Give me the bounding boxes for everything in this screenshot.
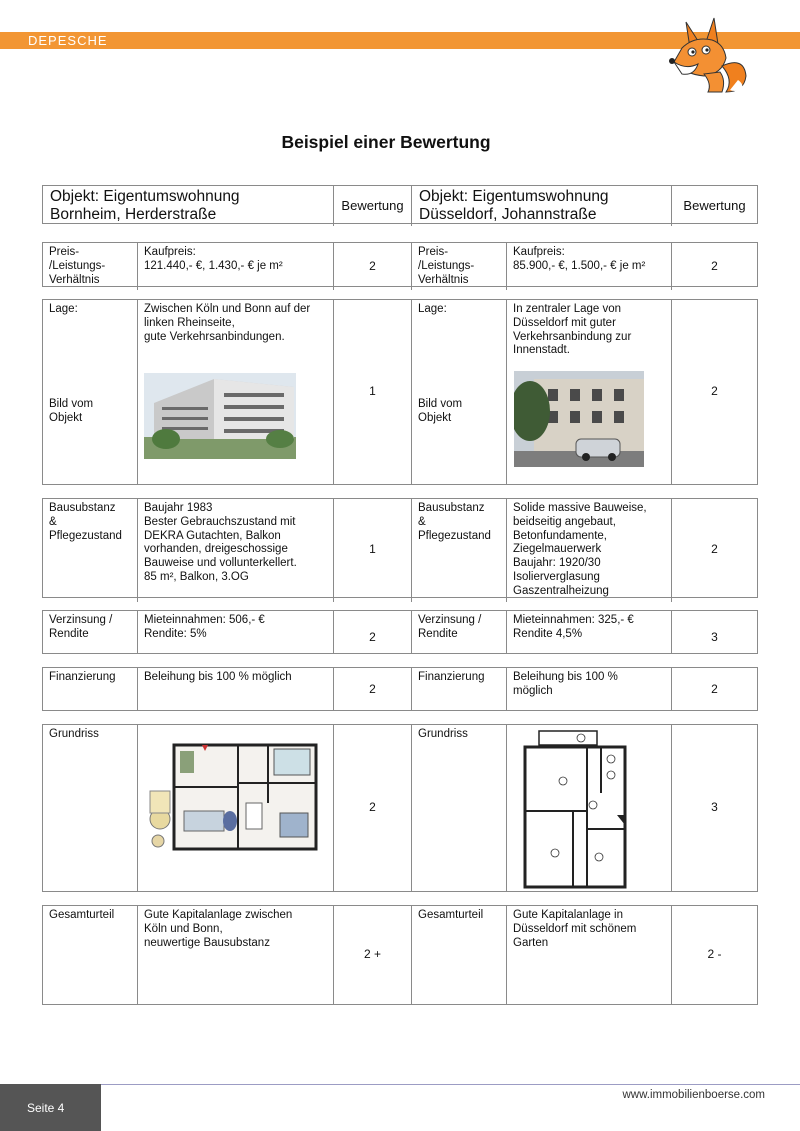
right-rating: 2 -	[707, 947, 722, 962]
row-label: Gesamturteil	[43, 906, 138, 1004]
footer-url-link[interactable]: www.immobilienboerse.com	[622, 1089, 765, 1101]
row-label: Lage: Bild vom Objekt	[412, 300, 507, 484]
row-finanzierung	[42, 667, 758, 711]
row-lage	[42, 299, 758, 485]
right-rating: 3	[711, 629, 718, 644]
comparison-header	[42, 185, 758, 224]
right-rating: 2	[711, 384, 718, 399]
building-photo-duesseldorf	[514, 371, 644, 467]
left-description: Beleihung bis 100 % möglich	[138, 668, 334, 710]
right-description: Kaufpreis: 85.900,- €, 1.500,- € je m²	[507, 243, 672, 290]
footer-divider	[101, 1084, 800, 1085]
row-label: Preis- /Leistungs- Verhältnis	[412, 243, 507, 290]
right-description: Mieteinnahmen: 325,- € Rendite 4,5%	[507, 611, 672, 653]
left-floorplan-cell	[138, 725, 334, 891]
row-label: Gesamturteil	[412, 906, 507, 1004]
row-label: Verzinsung / Rendite	[412, 611, 507, 653]
floorplan-bornheim	[148, 743, 320, 855]
left-rating: 2 +	[334, 906, 412, 1004]
row-label: Finanzierung	[412, 668, 507, 710]
row-label: Verzinsung / Rendite	[43, 611, 138, 653]
right-description: Beleihung bis 100 % möglich	[507, 668, 672, 710]
row-bausubstanz	[42, 498, 758, 598]
left-description: Baujahr 1983 Bester Gebrauchszustand mit DEKRA Gutachten, Balkon vorhanden, dreigeschossige Bauweise und vollunterkellert. 85 m², Balkon, 3.OG	[138, 499, 334, 602]
left-description: Kaufpreis: 121.440,- €, 1.430,- € je m²	[138, 243, 334, 290]
left-object-title: Objekt: Eigentumswohnung Bornheim, Herderstraße	[43, 186, 334, 226]
left-rating: 2	[334, 668, 412, 710]
row-preis	[42, 242, 758, 287]
right-object-title: Objekt: Eigentumswohnung Düsseldorf, Johannstraße	[412, 186, 672, 226]
left-rating-header: Bewertung	[334, 186, 412, 226]
row-verzinsung	[42, 610, 758, 654]
row-label: Finanzierung	[43, 668, 138, 710]
row-label: Bausubstanz & Pflegezustand	[43, 499, 138, 602]
fox-mascot-icon	[664, 14, 748, 94]
page-number-box	[0, 1084, 101, 1131]
left-description: Mieteinnahmen: 506,- € Rendite: 5%	[138, 611, 334, 653]
page-number: Seite 4	[27, 1101, 65, 1115]
row-label: Grundriss	[412, 725, 507, 891]
row-grundriss	[42, 724, 758, 892]
page-title: Beispiel einer Bewertung	[281, 132, 491, 152]
right-rating: 3	[711, 800, 718, 815]
right-description: Gute Kapitalanlage in Düsseldorf mit schönem Garten	[507, 906, 672, 1004]
right-rating: 2	[711, 681, 718, 696]
left-rating: 1	[334, 300, 412, 484]
left-description: Gute Kapitalanlage zwischen Köln und Bonn, neuwertige Bausubstanz	[138, 906, 334, 1004]
building-photo-bornheim	[144, 373, 296, 459]
left-description: Zwischen Köln und Bonn auf der linken Rheinseite, gute Verkehrsanbindungen.	[138, 300, 334, 484]
right-rating: 2	[711, 542, 718, 557]
right-rating-header: Bewertung	[683, 198, 746, 214]
left-rating: 2	[334, 725, 412, 891]
left-rating: 2	[334, 611, 412, 653]
floorplan-duesseldorf	[521, 729, 633, 889]
right-rating: 2	[711, 258, 718, 273]
banner-label: DEPESCHE	[28, 33, 108, 48]
right-description: Solide massive Bauweise, beidseitig angebaut, Betonfundamente, Ziegelmauerwerk Baujahr: 1920/30 Isolierverglasung Gaszentralheizung	[507, 499, 672, 602]
left-rating: 2	[334, 243, 412, 290]
row-label: Grundriss	[43, 725, 138, 891]
row-label: Lage: Bild vom Objekt	[43, 300, 138, 484]
right-floorplan-cell	[507, 725, 672, 891]
row-label: Bausubstanz & Pflegezustand	[412, 499, 507, 602]
row-gesamturteil	[42, 905, 758, 1005]
row-label: Preis- /Leistungs- Verhältnis	[43, 243, 138, 290]
left-rating: 1	[334, 499, 412, 602]
right-description: In zentraler Lage von Düsseldorf mit guter Verkehrsanbindung zur Innenstadt.	[507, 300, 672, 484]
